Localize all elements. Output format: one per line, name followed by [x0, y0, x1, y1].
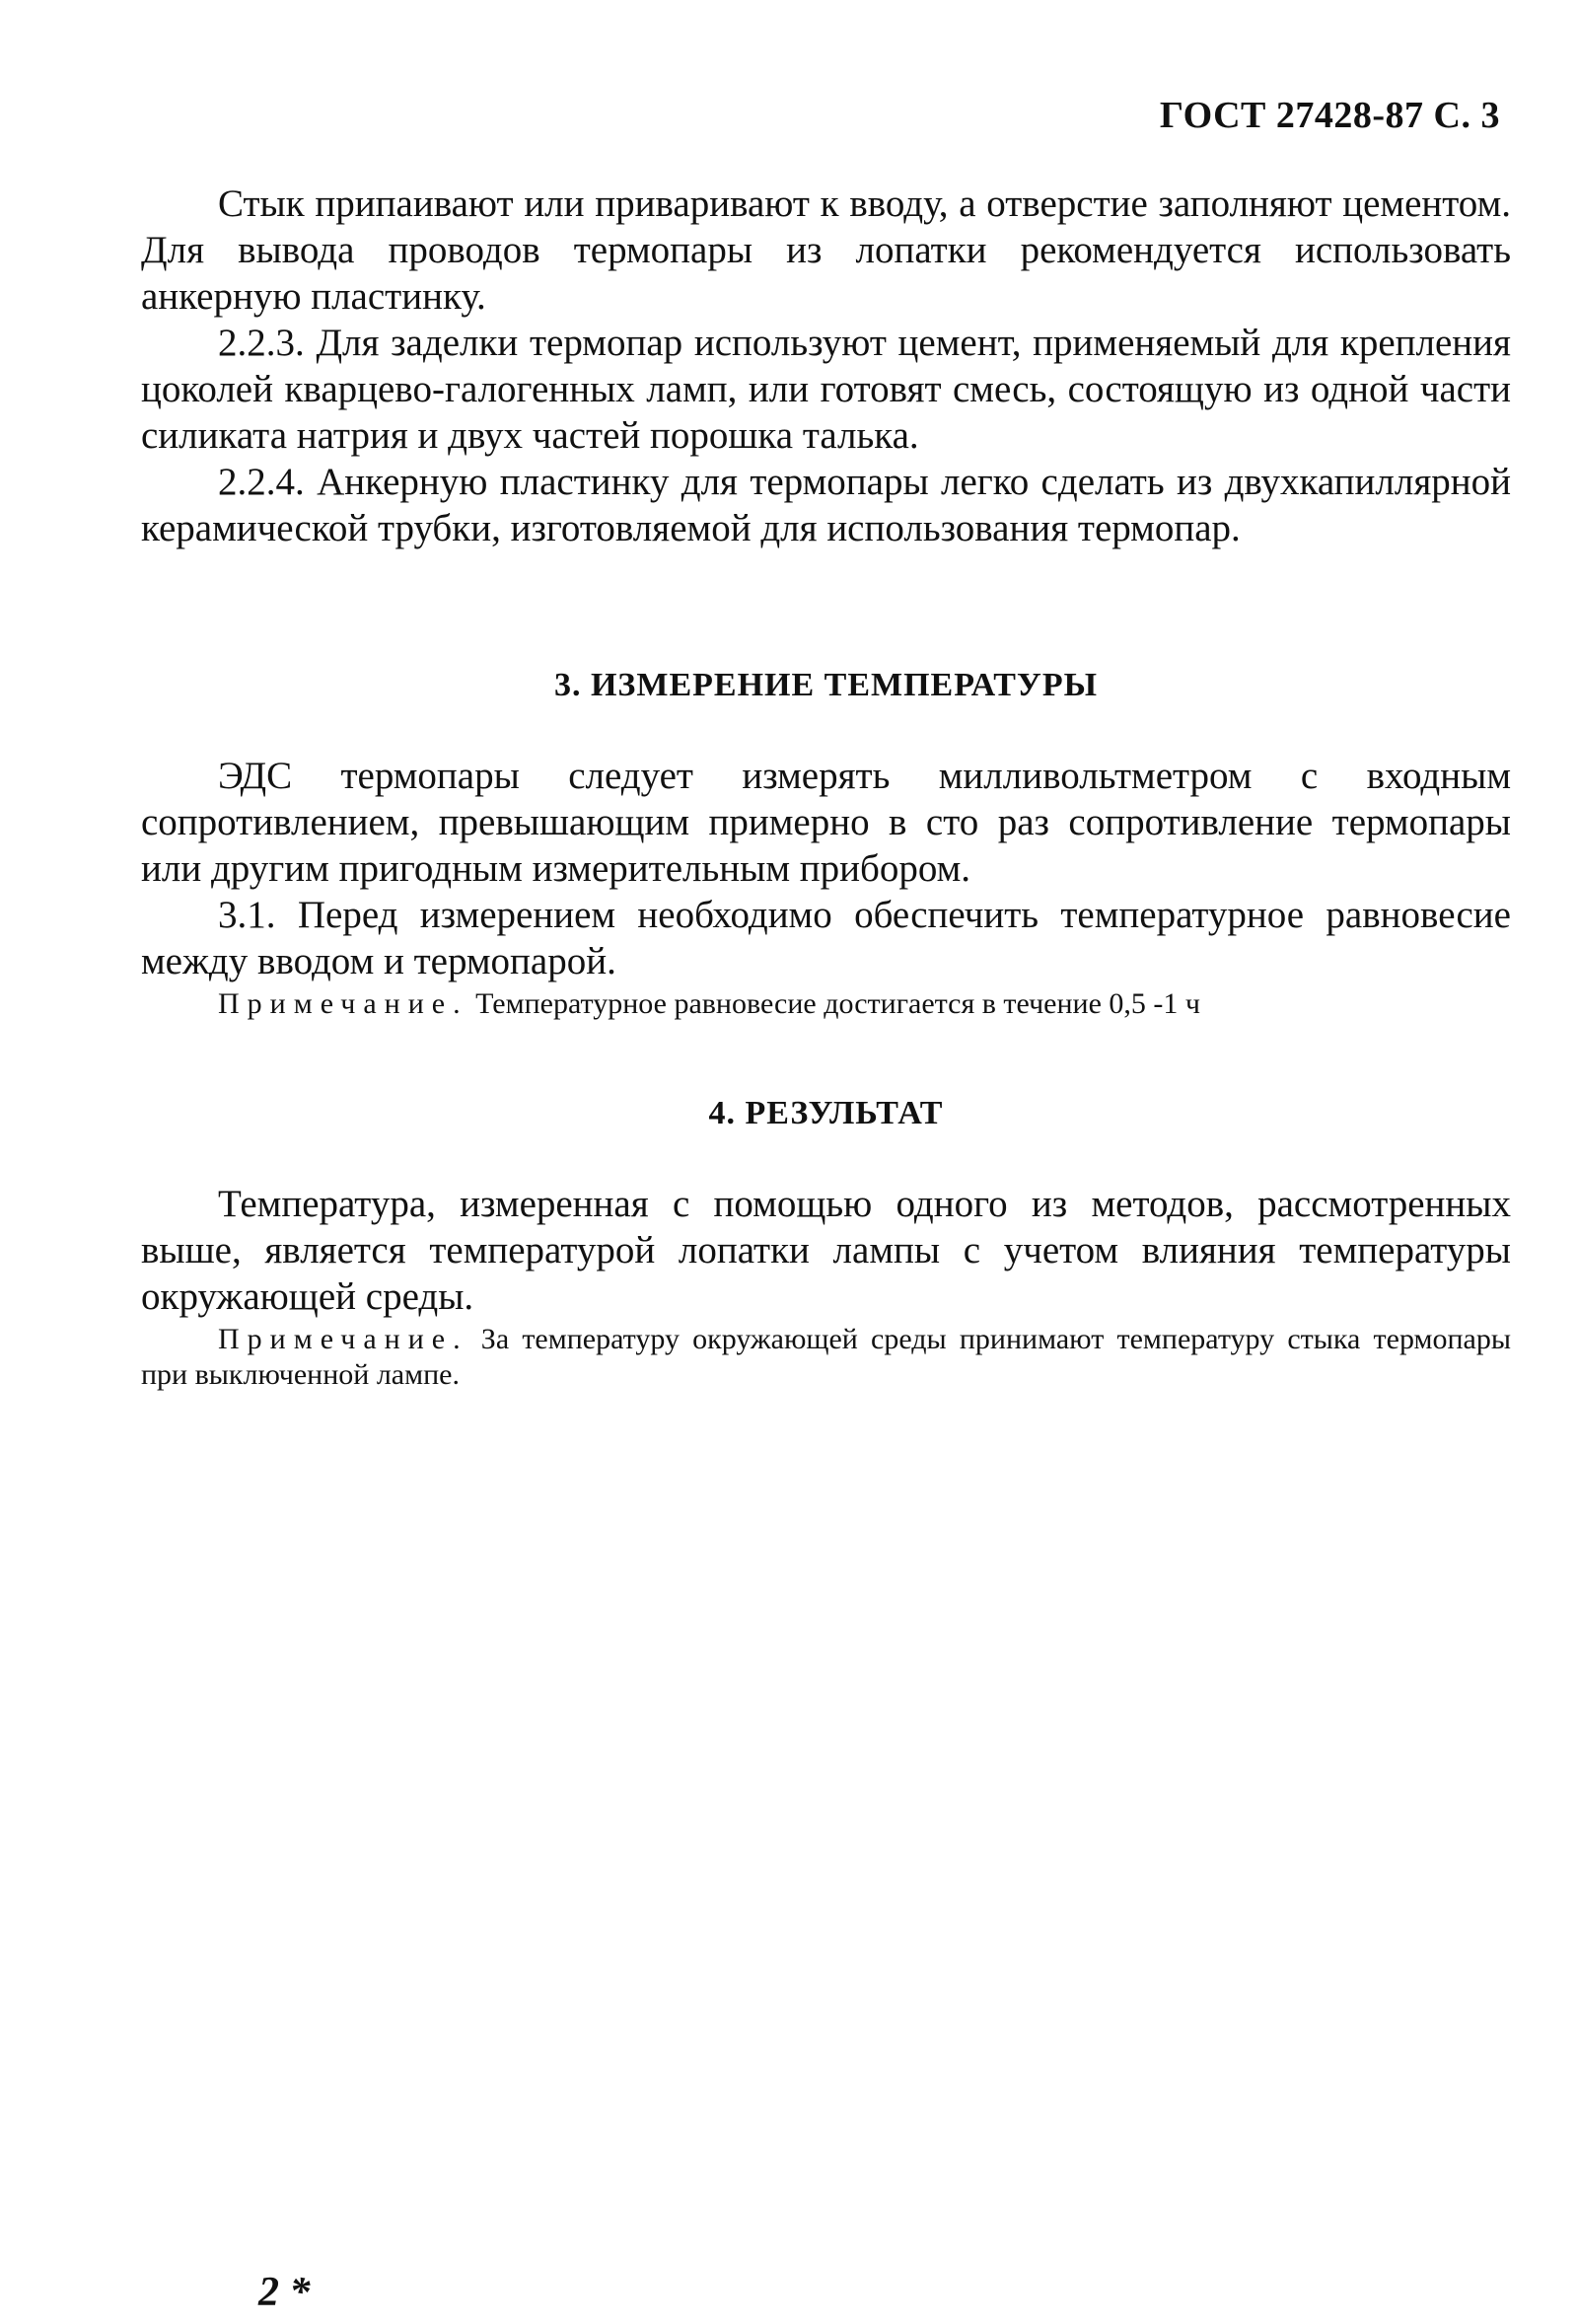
- paragraph-emf: ЭДС термопары следует измерять милливольтметром с входным сопротивлением, превышающим примерно в сто раз сопротивление термопары или другим пригодным измерительным прибором.: [141, 755, 1511, 890]
- paragraph-joint: Стык припаивают или приваривают к вводу, а отверстие заполняют цементом. Для вывода проводов термопары из лопатки рекомендуется использовать анкерную пластинку.: [141, 182, 1511, 318]
- paragraph-result: Температура, измеренная с помощью одного из методов, рассмотренных выше, является температурой лопатки лампы с учетом влияния температуры окружающей среды.: [141, 1183, 1511, 1318]
- section-4-note: [141, 1322, 1511, 1393]
- page-mark: 2 *: [258, 2270, 311, 2315]
- note-label: Примечание.: [218, 1323, 468, 1355]
- section-3-text: [141, 753, 1511, 984]
- section-3-title: 3. ИЗМЕРЕНИЕ ТЕМПЕРАТУРЫ: [553, 667, 1099, 703]
- section-4-title: 4. РЕЗУЛЬТАТ: [708, 1095, 944, 1131]
- section-3-note: [141, 986, 1511, 1022]
- paragraph-3-1: 3.1. Перед измерением необходимо обеспечить температурное равновесие между вводом и термопарой.: [141, 894, 1511, 982]
- intro-text: [141, 181, 1511, 551]
- paragraph-2-2-4: 2.2.4. Анкерную пластинку для термопары легко сделать из двухкапиллярной керамической трубки, изготовляемой для использования термопар.: [141, 461, 1511, 549]
- note-text: За температуру окружающей среды принимают температуру стыка термопары при выключенной лампе.: [141, 1323, 1511, 1391]
- note-text: Температурное равновесие достигается в течение 0,5 -1 ч: [475, 987, 1200, 1020]
- note-label: Примечание.: [218, 987, 468, 1020]
- section-4-text: [141, 1181, 1511, 1320]
- paragraph-2-2-3: 2.2.3. Для заделки термопар используют цемент, применяемый для крепления цоколей кварцево-галогенных ламп, или готовят смесь, состоящую из одной части силиката натрия и двух частей порошка талька.: [141, 322, 1511, 457]
- page-header: ГОСТ 27428-87 С. 3: [1159, 95, 1500, 136]
